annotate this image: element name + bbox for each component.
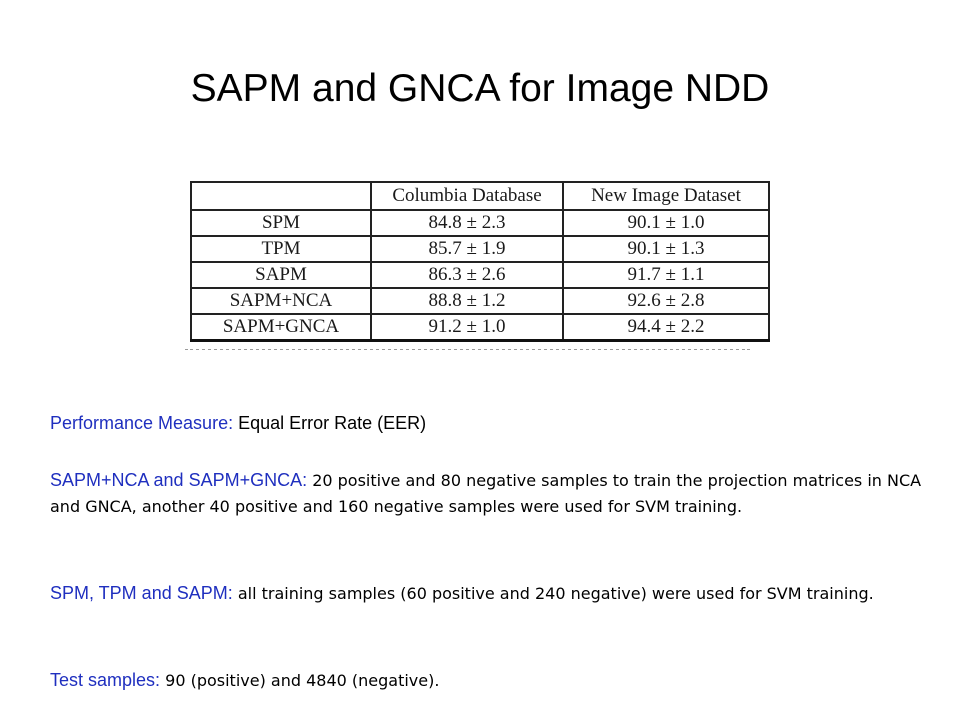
table-row [191,236,769,262]
paragraph-text: all training samples (60 positive and 240 negative) were used for SVM training. [232,584,874,603]
slide-title: SAPM and GNCA for Image NDD [190,67,770,110]
table-cell: 85.7 ± 1.9 [371,236,563,262]
table-cell: 94.4 ± 2.2 [563,314,769,341]
table-cell: 90.1 ± 1.3 [563,236,769,262]
table-cell-method: SAPM [191,262,371,288]
table-cell-method: SPM [191,210,371,236]
table-cell: 86.3 ± 2.6 [371,262,563,288]
paragraph-spm-tpm-sapm [50,580,930,607]
results-table [190,181,770,342]
table-cell: 88.8 ± 1.2 [371,288,563,314]
paragraph-lead: SAPM+NCA and SAPM+GNCA: [50,470,308,490]
table-cell-method: SAPM+GNCA [191,314,371,341]
paragraph-lead: Performance Measure: [50,413,234,433]
table-cell-method: SAPM+NCA [191,288,371,314]
paragraph-text: 90 (positive) and 4840 (negative). [160,671,440,690]
table-header-cell: Columbia Database [371,182,563,210]
table-cell: 90.1 ± 1.0 [563,210,769,236]
cropped-caption-top [193,170,762,177]
results-table-image [185,170,780,350]
table-row [191,314,769,341]
paragraph-test-samples [50,667,930,694]
paragraph-lead: SPM, TPM and SAPM: [50,583,233,603]
cropped-caption-bottom [185,341,750,350]
paragraph-text: 20 positive and 80 negative samples to train the projection matrices in NCA and GNCA, another 40 positive and 160 negative samples were used for SVM training. [50,471,922,516]
table-row [191,288,769,314]
table-header-cell: New Image Dataset [563,182,769,210]
table-cell: 92.6 ± 2.8 [563,288,769,314]
paragraph-lead: Test samples: [50,670,161,690]
table-header-row [191,182,769,210]
table-cell: 91.2 ± 1.0 [371,314,563,341]
table-header-cell [191,182,371,210]
table-cell-method: TPM [191,236,371,262]
table-cell: 91.7 ± 1.1 [563,262,769,288]
table-row [191,262,769,288]
table-row [191,210,769,236]
paragraph-nca-gnca [50,467,930,520]
paragraph-text: Equal Error Rate (EER) [233,413,427,433]
paragraph-performance-measure [50,410,930,437]
table-cell: 84.8 ± 2.3 [371,210,563,236]
